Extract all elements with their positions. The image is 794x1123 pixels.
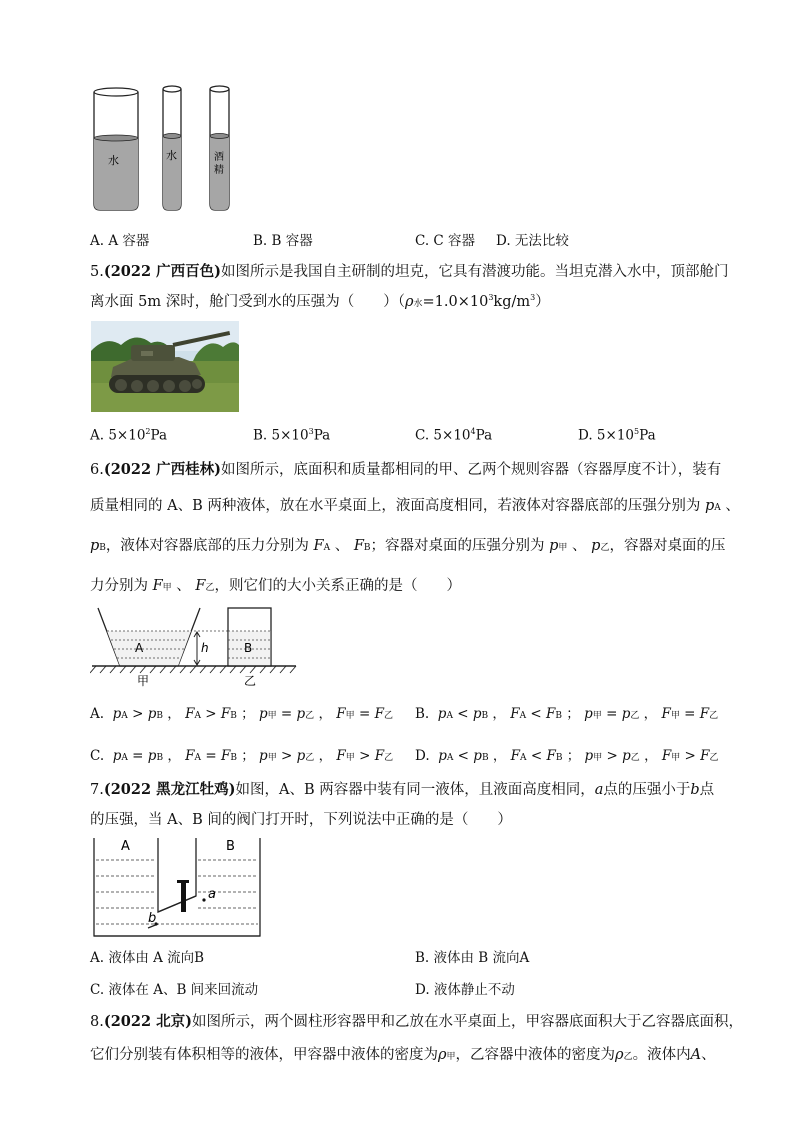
q5-rho-val: =1.0×10 <box>422 294 489 310</box>
q5-option-a-exp: 2 <box>145 427 151 436</box>
tube-b-label: 水 <box>166 149 177 162</box>
q4-option-d: D. 无法比较 <box>496 233 569 249</box>
q5-option-a <box>90 427 167 444</box>
q5-option-a-text: A. 5×10 <box>90 427 146 444</box>
q8-text-1: 如图所示，两个圆柱形容器甲和乙放在水平桌面上，甲容器底面积大于乙容器底面积， <box>191 1014 743 1030</box>
q7-option-a: A. 液体由 A 流向B <box>90 950 205 966</box>
q6-text-4b: ，则它们的大小关系正确的是（ ） <box>214 578 461 594</box>
q7-number: 7. <box>90 782 104 798</box>
fig6-label-jia: 甲 <box>137 674 150 687</box>
q8-source: (2022 北京) <box>103 1013 192 1030</box>
q7-line-2 <box>90 808 512 829</box>
tube-a-label: 水 <box>108 154 119 167</box>
q8-text-2b: ，乙容器中液体的密度为 <box>455 1047 616 1063</box>
q6-option-a: A. pA > pB ， FA > FB ； p甲 = p乙 ， F甲 = F乙 <box>90 706 393 722</box>
tube-c-label-2: 精 <box>214 165 224 176</box>
fig6-label-yi: 乙 <box>244 674 257 687</box>
q6-text-3b: ；容器对桌面的压强分别为 <box>370 538 545 554</box>
q8-rho-yi: ρ <box>615 1047 624 1063</box>
q7-option-b: B. 液体由 B 流向A <box>415 950 530 966</box>
q7-option-c: C. 液体在 A、B 间来回流动 <box>90 982 259 998</box>
q5-option-c-unit: Pa <box>475 427 493 444</box>
q5-option-b-unit: Pa <box>313 427 331 444</box>
q5-rho: ρ <box>404 294 414 310</box>
q6-source: (2022 广西桂林) <box>103 461 221 478</box>
q8-text-2e: 、 <box>701 1047 716 1063</box>
q6-text-1: 如图所示，底面积和质量都相同的甲、乙两个规则容器（容器厚度不计），装有 <box>220 462 722 478</box>
q8-rho-jia: ρ <box>438 1047 447 1063</box>
q5-option-d-unit: Pa <box>639 427 656 444</box>
tube-c-label-1: 酒 <box>214 152 224 163</box>
q4-option-a: A. A 容器 <box>90 233 150 249</box>
q4-option-c: C. C 容器 <box>415 233 476 249</box>
three-tubes-figure <box>88 84 238 214</box>
q6-option-d: D. pA < pB ， FA < FB ； p甲 > p乙 ， F甲 > F乙 <box>415 748 719 764</box>
q8-rho-jia-sub: 甲 <box>446 1052 456 1062</box>
q5-text-1: 如图所示是我国自主研制的坦克，它具有潜渡功能。当坦克潜入水中，顶部舱门 <box>220 264 729 280</box>
q5-rho-close: ） <box>535 294 550 310</box>
q5-option-c <box>415 427 492 444</box>
q8-text-2c: 。液体内 <box>632 1047 691 1063</box>
fig7-point-a: a <box>208 887 216 902</box>
q6-number: 6. <box>90 462 104 478</box>
tank-photo <box>91 321 239 412</box>
q8-line-1 <box>90 1010 743 1031</box>
q7-text-1c: 点 <box>699 782 715 798</box>
q5-option-d <box>578 427 656 444</box>
q7-line-1 <box>90 778 714 799</box>
q7-var-a: a <box>594 782 604 798</box>
q5-option-b-exp: 3 <box>308 427 314 436</box>
q5-option-d-text: D. 5×10 <box>578 427 635 444</box>
q5-rho-sub: 水 <box>413 299 423 309</box>
q5-text-2: 离水面 5m 深时，舱门受到水的压强为（ ）（ <box>90 294 405 310</box>
q8-line-2 <box>90 1043 716 1064</box>
fig7-label-a: A <box>121 839 130 854</box>
q8-text-2d: A <box>690 1047 702 1063</box>
q5-option-b-text: B. 5×10 <box>253 427 309 444</box>
fig7-label-b: B <box>226 839 235 854</box>
fig6-label-h: h <box>201 641 209 655</box>
q6-line-1 <box>90 458 721 479</box>
q7-option-d: D. 液体静止不动 <box>415 982 515 998</box>
two-containers-figure <box>90 605 300 687</box>
q5-line-1 <box>90 260 728 281</box>
q7-source: (2022 黑龙江牡鸡) <box>103 781 236 798</box>
q7-text-1a: 如图，A、B 两容器中装有同一液体，且液面高度相同， <box>235 782 595 798</box>
q5-option-a-unit: Pa <box>150 427 168 444</box>
q5-source: (2022 广西百色) <box>103 263 221 280</box>
q6-line-3: pB，液体对容器底部的压力分别为 FA 、 FB；容器对桌面的压强分别为 p甲 、 p乙，容器对桌面的压 <box>90 538 726 554</box>
q8-number: 8. <box>90 1014 104 1030</box>
q4-option-b: B. B 容器 <box>253 233 313 249</box>
q5-line-2 <box>90 290 550 311</box>
q6-option-b: B. pA < pB ， FA < FB ； p甲 = p乙 ， F甲 = F乙 <box>415 706 719 722</box>
fig6-label-b: B <box>244 641 253 655</box>
q6-text-3a: ，液体对容器底部的压力分别为 <box>105 538 309 554</box>
q5-number: 5. <box>90 264 104 280</box>
q5-option-b <box>253 427 330 444</box>
q7-var-b: b <box>690 782 700 798</box>
q6-option-c: C. pA = pB ， FA = FB ； p甲 > p乙 ， F甲 > F乙 <box>90 748 394 764</box>
q5-rho-exp: 3 <box>488 293 494 303</box>
q8-text-2a: 它们分别装有体积相等的液体，甲容器中液体的密度为 <box>90 1047 438 1063</box>
q6-text-4a: 力分别为 <box>90 578 148 594</box>
q5-option-c-text: C. 5×10 <box>415 427 471 444</box>
q6-line-4: 力分别为 F甲 、 F乙，则它们的大小关系正确的是（ ） <box>90 578 461 594</box>
q6-text-3c: ，容器对桌面的压 <box>609 538 726 554</box>
fig6-label-a: A <box>135 641 144 655</box>
fig7-point-b: b <box>148 911 157 926</box>
q8-rho-yi-sub: 乙 <box>623 1052 633 1062</box>
q5-rho-unit-exp: 3 <box>530 293 536 303</box>
q6-line-2: 质量相同的 A、B 两种液体，放在水平桌面上，液面高度相同，若液体对容器底部的压强分别为 pA 、 <box>90 498 740 514</box>
q6-text-2: 质量相同的 A、B 两种液体，放在水平桌面上，液面高度相同，若液体对容器底部的压强分别为 <box>90 498 701 514</box>
q5-option-d-exp: 5 <box>634 427 640 436</box>
q5-rho-unit: kg/m <box>493 294 531 310</box>
q7-text-2: 的压强，当 A、B 间的阀门打开时，下列说法中正确的是（ ） <box>90 812 512 828</box>
q7-text-1b: 点的压强小于 <box>603 782 691 798</box>
q5-option-c-exp: 4 <box>470 427 476 436</box>
connected-vessels-figure <box>90 836 265 939</box>
